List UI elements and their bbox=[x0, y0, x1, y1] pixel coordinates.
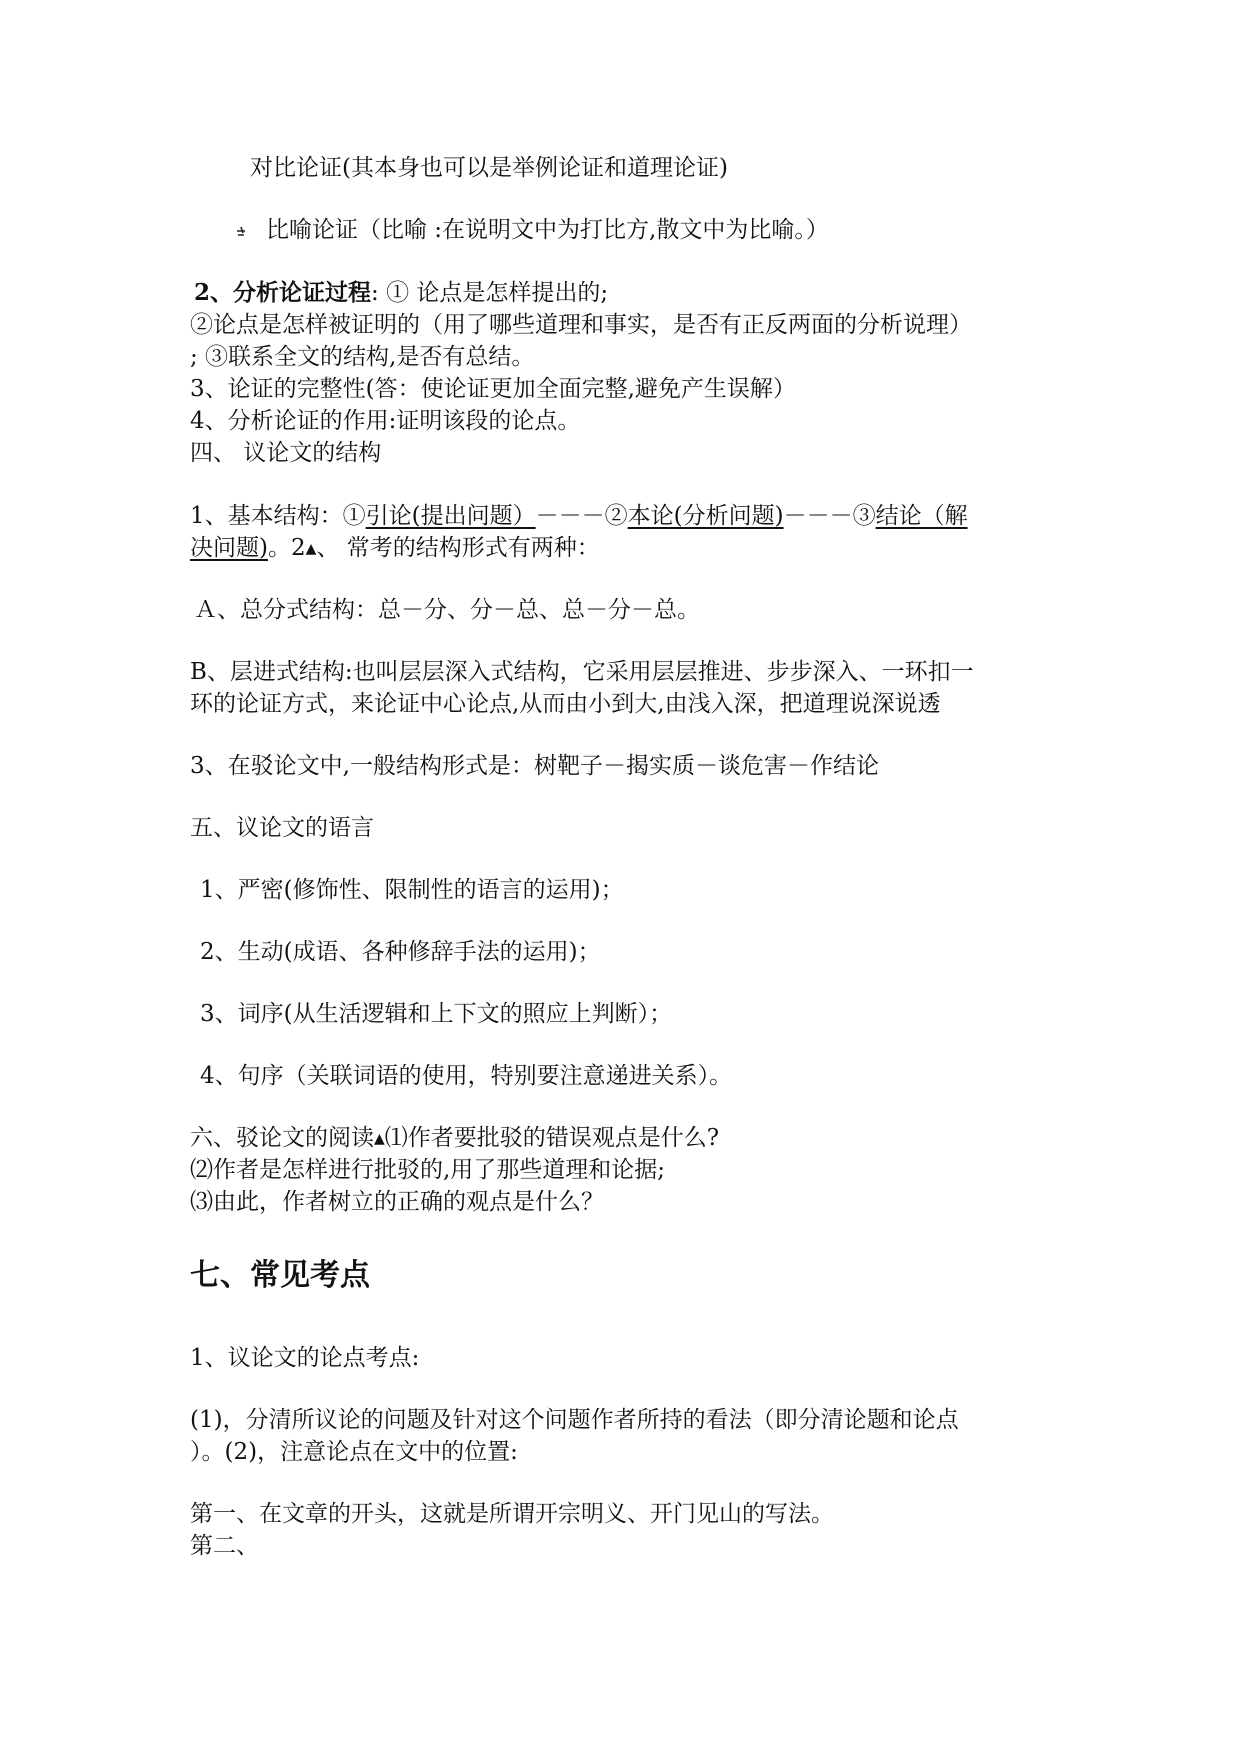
text-line bbox=[234, 214, 829, 246]
text-line: 环的论证方式，来论证中心论点,从而由小到大,由浅入深，把道理说深说透 bbox=[190, 691, 941, 717]
text-segment: －－－② bbox=[535, 503, 628, 529]
section-label: 2、分析论证过程 bbox=[194, 279, 372, 306]
bullet-icon bbox=[234, 224, 248, 238]
text-line: 1、严密(修饰性、限制性的语言的运用)； bbox=[200, 877, 624, 903]
text-line bbox=[190, 1122, 719, 1155]
section-heading: 四、 议论文的结构 bbox=[190, 440, 382, 466]
stray-mark-icon: ▲ bbox=[305, 541, 317, 557]
text-line: 第一、在文章的开头，这就是所谓开宗明义、开门见山的写法。 bbox=[190, 1501, 834, 1527]
text-segment: －－－③ bbox=[783, 503, 876, 529]
text-segment: : ① 论点是怎样提出的; bbox=[371, 280, 609, 306]
underlined-term: 本论(分析问题) bbox=[627, 503, 784, 529]
text-line: 3、在驳论文中,一般结构形式是：树靶子－揭实质－谈危害－作结论 bbox=[190, 753, 879, 779]
text-line: 4、句序（关联词语的使用，特别要注意递进关系）。 bbox=[200, 1063, 733, 1089]
text-line: 对比论证(其本身也可以是举例论证和道理论证) bbox=[250, 155, 728, 181]
text-line: 1、议论文的论点考点: bbox=[190, 1345, 420, 1371]
section-heading: 五、议论文的语言 bbox=[190, 815, 374, 841]
text-line: B、层进式结构:也叫层层深入式结构，它采用层层推进、步步深入、一环扣一 bbox=[190, 659, 974, 685]
text-line: (1)，分清所议论的问题及针对这个问题作者所持的看法（即分清论题和论点 bbox=[190, 1407, 959, 1433]
text-line: 3、词序(从生活逻辑和上下文的照应上判断）； bbox=[200, 1001, 673, 1027]
text-line: ⑶由此，作者树立的正确的观点是什么？ bbox=[190, 1189, 604, 1215]
text-segment: 1、基本结构：① bbox=[190, 503, 366, 529]
text-line bbox=[190, 500, 968, 532]
text-segment: 。2 bbox=[267, 535, 306, 561]
stray-mark-icon: ▲ bbox=[374, 1131, 385, 1147]
section-heading: 七、常见考点 bbox=[190, 1258, 370, 1293]
text-line bbox=[194, 277, 608, 309]
text-line: 2、生动(成语、各种修辞手法的运用)； bbox=[200, 939, 601, 965]
text-line: ; ③联系全文的结构,是否有总结。 bbox=[190, 344, 535, 370]
text-line bbox=[190, 532, 600, 565]
text-line: 3、论证的完整性(答：使论证更加全面完整,避免产生误解） bbox=[190, 376, 796, 402]
underlined-term: 结论（解 bbox=[875, 503, 968, 529]
text-line: ⑵作者是怎样进行批驳的,用了那些道理和论据; bbox=[190, 1157, 666, 1183]
text-segment: 比喻论证（比喻 :在说明文中为打比方,散文中为比喻。） bbox=[266, 217, 829, 243]
text-line: ②论点是怎样被证明的（用了哪些道理和事实，是否有正反两面的分析说理） bbox=[190, 312, 972, 338]
underlined-term: 决问题) bbox=[190, 535, 268, 561]
text-line: ）。(2)，注意论点在文中的位置: bbox=[190, 1439, 518, 1465]
text-line: Ａ、总分式结构：总－分、分－总、总－分－总。 bbox=[194, 597, 700, 623]
text-line: 第二、 bbox=[190, 1533, 259, 1559]
text-segment: ⑴作者要批驳的错误观点是什么? bbox=[384, 1125, 720, 1151]
underlined-term: 引论(提出问题） bbox=[365, 503, 536, 529]
text-line: 4、分析论证的作用:证明该段的论点。 bbox=[190, 408, 581, 434]
text-segment: 、 常考的结构形式有两种： bbox=[316, 535, 600, 561]
text-segment: 六、驳论文的阅读 bbox=[190, 1125, 374, 1151]
